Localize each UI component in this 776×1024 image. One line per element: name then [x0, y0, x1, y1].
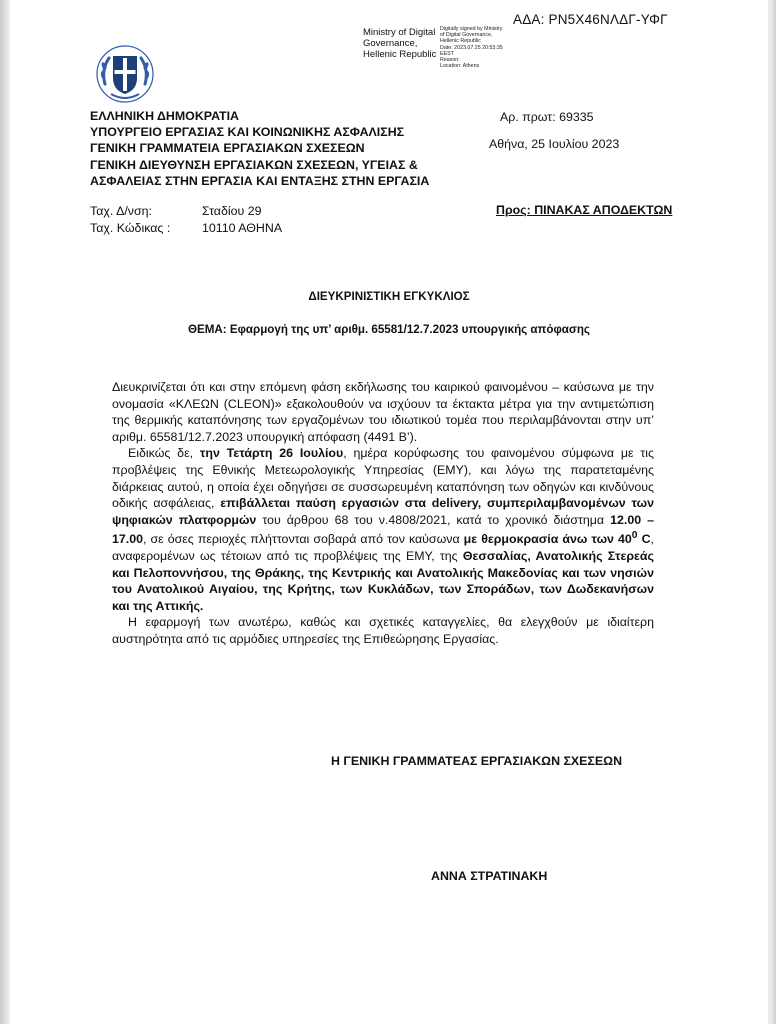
paragraph-3: Η εφαρμογή των ανωτέρω, καθώς και σχετικές καταγγελίες, θα ελεγχθούν με ιδιαίτερη αυστηρότητα από τις αρμόδιες υπηρεσίες της Επιθεώρησης Εργασίας. — [112, 615, 654, 647]
header-line: ΑΣΦΑΛΕΙΑΣ ΣΤΗΝ ΕΡΓΑΣΙΑ ΚΑΙ ΕΝΤΑΞΗΣ ΣΤΗΝ ΕΡΓΑΣΙΑ — [90, 173, 430, 188]
emphasis-date: την Τετάρτη 26 Ιουλίου — [199, 446, 344, 461]
header-line: ΕΛΛΗΝΙΚΗ ΔΗΜΟΚΡΑΤΙΑ — [90, 109, 239, 123]
digital-signature-details: Digitally signed by Ministry of Digital Governance, Hellenic Republic Date: 2023.07.25 20:53:35 EEST Reason: Location: Athens — [440, 26, 503, 70]
document-title: ΔΙΕΥΚΡΙΝΙΣΤΙΚΗ ΕΓΚΥΚΛΙΟΣ — [308, 290, 470, 303]
scan-edge-left — [0, 0, 8, 1024]
signatory-name: ΑΝΝΑ ΣΤΡΑΤΙΝΑΚΗ — [431, 869, 548, 883]
signatory-title: Η ΓΕΝΙΚΗ ΓΡΑΜΜΑΤΕΑΣ ΕΡΓΑΣΙΑΚΩΝ ΣΧΕΣΕΩΝ — [331, 754, 623, 768]
protocol-number: Αρ. πρωτ: 69335 — [500, 110, 594, 124]
address-label: Ταχ. Δ/νση: — [90, 204, 152, 218]
header-line: ΥΠΟΥΡΓΕΙΟ ΕΡΓΑΣΙΑΣ ΚΑΙ ΚΟΙΝΩΝΙΚΗΣ ΑΣΦΑΛΙΣΗΣ — [90, 125, 405, 140]
document-date: Αθήνα, 25 Ιουλίου 2023 — [489, 137, 620, 151]
emphasis-regions: Θεσσαλίας, Ανατολικής Στερεάς και Πελοποννήσου, της Θράκης, της Κεντρικής και Ανατολικής Μακεδονίας και των νησιών του Ανατολικού Αιγαίου, της Κρήτης, των Κυκλάδων, των Σποράδων, των Δωδεκανήσων και της Αττικής. — [112, 549, 654, 613]
digital-signature-org: Ministry of Digital Governance, Hellenic Republic — [363, 27, 437, 60]
address-value: Σταδίου 29 — [202, 204, 262, 218]
postal-label: Ταχ. Κώδικας : — [90, 220, 171, 235]
scan-edge-right — [770, 0, 776, 1024]
paragraph-2: Ειδικώς δε, την Τετάρτη 26 Ιουλίου, ημέρα κορύφωσης του φαινομένου σύμφωνα με τις προβλέψεις της Εθνικής Μετεωρολογικής Υπηρεσίας (ΕΜΥ), και λόγω της παρατεταμένης διάρκειας αυτού, η οποία έχει οδηγήσει σε συσσωρευμένη καταπόνηση των οδηγών και κινδύνους οδικής ασφάλειας, επιβάλλεται παύση εργασιών στα delivery, συμπεριλαμβανομένων των ψηφιακών πλατφορμών του άρθρου 68 του ν.4808/2021, κατά το χρονικό διάστημα 12.00 – 17.00, σε όσες περιοχές πλήττονται σοβαρά από τον καύσωνα με θερμοκρασία άνω των $40^0$ C, αναφερομένων ως τέτοιων από τις προβλέψεις της ΕΜΥ, της Θεσσαλίας, Ανατολικής Στερεάς και Πελοποννήσου, της Θράκης, της Κεντρικής και Ανατολικής Μακεδονίας και των νησιών του Ανατολικού Αιγαίου, της Κρήτης, των Κυκλάδων, των Σποράδων, των Δωδεκανήσων και της Αττικής. — [112, 446, 655, 613]
postal-value: 10110 ΑΘΗΝΑ — [202, 220, 283, 235]
issuer-header — [90, 108, 429, 189]
header-line: ΓΕΝΙΚΗ ΓΡΑΜΜΑΤΕΙΑ ΕΡΓΑΣΙΑΚΩΝ ΣΧΕΣΕΩΝ — [90, 141, 365, 156]
document-body — [112, 379, 654, 648]
header-line: ΓΕΝΙΚΗ ΔΙΕΥΘΥΝΣΗ ΕΡΓΑΣΙΑΚΩΝ ΣΧΕΣΕΩΝ, ΥΓΕΙΑΣ & — [90, 157, 418, 172]
emphasis-ban: επιβάλλεται παύση εργασιών στα delivery, συμπεριλαμβανομένων των ψηφιακών πλατφορμών — [112, 496, 654, 527]
document-page — [10, 0, 768, 1024]
address-block — [90, 203, 282, 236]
ada-code: ΑΔΑ: ΡΝ5Χ46ΝΛΔΓ-ΥΦΓ — [513, 12, 668, 27]
emphasis-temperature: με θερμοκρασία άνω των $40^0$ C — [463, 530, 651, 547]
greek-coat-of-arms-icon — [95, 44, 155, 104]
document-subject: ΘΕΜΑ: Εφαρμογή της υπ’ αριθμ. 65581/12.7.2023 υπουργικής απόφασης — [188, 323, 590, 336]
emphasis-hours: 12.00 – 17.00 — [112, 512, 655, 547]
recipients-line: Προς: ΠΙΝΑΚΑΣ ΑΠΟΔΕΚΤΩΝ — [496, 203, 673, 217]
paragraph-1: Διευκρινίζεται ότι και στην επόμενη φάση εκδήλωσης του καιρικού φαινομένου – καύσωνα με την ονομασία «ΚΛΕΩΝ (CLEON)» εξακολουθούν να ισχύουν τα έκτακτα μέτρα για την αντιμετώπιση της θερμικής καταπόνησης των εργαζομένων του ιδιωτικού τομέα που περιλαμβάνονται στην υπ’ αριθμ. 65581/12.7.2023 υπουργική απόφαση (4491 Β’). — [112, 380, 654, 444]
